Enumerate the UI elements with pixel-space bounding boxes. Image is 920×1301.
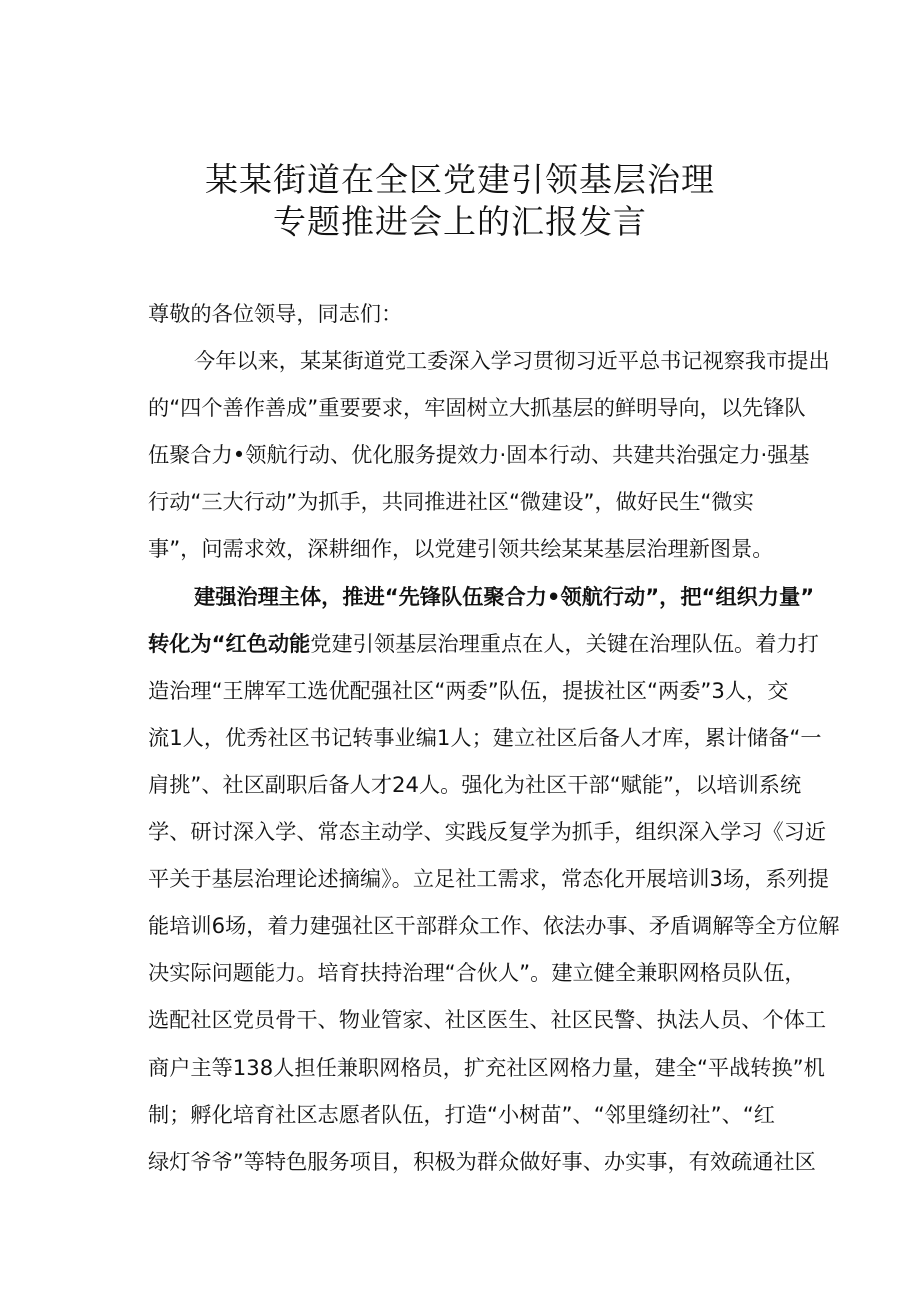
body-line: [148, 525, 773, 572]
bold-heading-text: 转化为“红色动能: [148, 630, 311, 656]
title-line-2: 专题推进会上的汇报发言: [273, 202, 647, 241]
body-line: [194, 337, 830, 384]
body-line: [148, 1044, 825, 1091]
body-line: [148, 384, 806, 431]
body-line: [148, 761, 801, 808]
body-line: [148, 902, 839, 949]
body-text-run: 能培训6场，着力建强社区干部群众工作、依法办事、矛盾调解等全方位解: [148, 913, 840, 939]
body-text-run: 制；孵化培育社区志愿者队伍，打造“小树苗”、“邻里缝纫社”、“红: [148, 1101, 775, 1127]
body-line: [194, 573, 814, 620]
body-text-run: 决实际问题能力。培育扶持治理“合伙人”。建立健全兼职网格员队伍，: [148, 960, 806, 986]
body-text-run: 事”，问需求效，深耕细作，以党建引领共绘某某基层治理新图景。: [148, 536, 774, 562]
body-line: [148, 996, 826, 1043]
body-line: [148, 855, 829, 902]
body-text-run: 造治理“王牌军工选优配强社区“两委”队伍，提拔社区“两委”3人，交: [148, 677, 789, 703]
body-text-run: 平关于基层治理论述摘编》。立足社工需求，常态化开展培训3场，系列提: [148, 866, 829, 892]
body-line: [148, 667, 788, 714]
bold-heading-text: 建强治理主体，推进“先锋队伍聚合力•领航行动”，把“组织力量”: [194, 583, 815, 609]
body-text-run: 绿灯爷爷”等特色服务项目，积极为群众做好事、办实事，有效疏通社区: [148, 1148, 816, 1174]
body-text-run: 商户主等138人担任兼职网格员，扩充社区网格力量，建全“平战转换”机: [148, 1054, 825, 1080]
body-line: [148, 620, 819, 667]
body-text-run: 行动“三大行动”为抓手，共同推进社区“微建设”，做好民生“微实: [148, 489, 754, 515]
body-line: [148, 808, 826, 855]
body-line: [148, 1091, 775, 1138]
salutation: 尊敬的各位领导，同志们：: [148, 301, 403, 326]
body-line: [148, 431, 810, 478]
body-line: [148, 1138, 816, 1185]
body-text-run: 肩挑”、社区副职后备人才24人。强化为社区干部“赋能”，以培训系统: [148, 771, 802, 797]
body-line: [148, 949, 806, 996]
body-text-run: 伍聚合力•领航行动、优化服务提效力·固本行动、共建共治强定力·强基: [148, 442, 810, 468]
body-line: [148, 478, 754, 525]
body-text-run: 流1人，优秀社区书记转事业编1人；建立社区后备人才库，累计储备“一: [148, 724, 822, 750]
body-text-run: 学、研讨深入学、常态主动学、实践反复学为抓手，组织深入学习《习近: [148, 819, 827, 844]
body-text-run: 今年以来，某某街道党工委深入学习贯彻习近平总书记视察我市提出: [194, 348, 830, 373]
body-text-run: 党建引领基层治理重点在人，关键在治理队伍。着力打: [310, 630, 819, 656]
body-line: [148, 714, 822, 761]
title-line-1: 某某街道在全区党建引领基层治理: [205, 160, 715, 199]
body-text-run: 选配社区党员骨干、物业管家、社区医生、社区民警、执法人员、个体工: [148, 1007, 827, 1033]
body-text-run: 的“四个善作善成”重要要求，牢固树立大抓基层的鲜明导向，以先锋队: [148, 395, 806, 421]
